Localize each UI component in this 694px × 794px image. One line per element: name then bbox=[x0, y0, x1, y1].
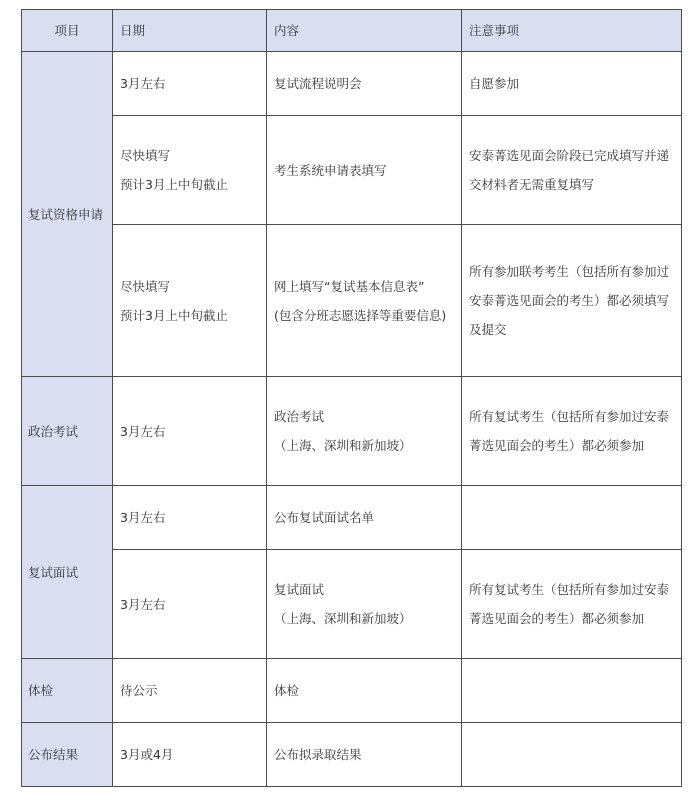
notes-cell bbox=[462, 52, 682, 116]
group-cell-zhengzhi: 政治考试 bbox=[22, 377, 113, 486]
content-cell bbox=[267, 723, 462, 787]
group-cell-tijian: 体检 bbox=[22, 659, 113, 723]
notes-cell bbox=[462, 659, 682, 723]
table-row bbox=[22, 486, 682, 550]
date-cell bbox=[113, 550, 267, 659]
date-cell bbox=[113, 486, 267, 550]
table-row bbox=[22, 659, 682, 723]
notes-text: 所有复试考生（包括所有参加过安泰菁选见面会的考生）都必须参加 bbox=[469, 409, 670, 453]
content-line: 复试流程说明会 bbox=[274, 76, 362, 91]
notes-cell bbox=[462, 486, 682, 550]
notes-cell bbox=[462, 550, 682, 659]
content-line: 政治考试 bbox=[274, 409, 325, 424]
date-line: 3月左右 bbox=[120, 596, 166, 612]
date-cell bbox=[113, 659, 267, 723]
content-line: 考生系统申请表填写 bbox=[274, 162, 387, 178]
header-date: 日期 bbox=[113, 10, 267, 52]
content-cell bbox=[267, 550, 462, 659]
date-line: 3月左右 bbox=[120, 510, 166, 525]
content-cell bbox=[267, 377, 462, 486]
table-row bbox=[22, 723, 682, 787]
header-row bbox=[22, 10, 682, 52]
table-row bbox=[22, 377, 682, 486]
notes-text: 所有参加联考考生（包括所有参加过安泰菁选见面会的考生）都必须填写及提交 bbox=[469, 264, 670, 337]
date-line: 尽快填写 bbox=[120, 278, 171, 294]
date-cell bbox=[113, 52, 267, 116]
table-row bbox=[22, 116, 682, 225]
date-cell bbox=[113, 723, 267, 787]
date-cell bbox=[113, 377, 267, 486]
notes-text: 自愿参加 bbox=[469, 76, 520, 91]
content-line: 公布复试面试名单 bbox=[274, 510, 375, 525]
content-line: 公布拟录取结果 bbox=[274, 747, 362, 762]
content-line: 网上填写“复试基本信息表” bbox=[274, 278, 425, 294]
content-cell bbox=[267, 52, 462, 116]
date-line: 3月左右 bbox=[120, 423, 166, 439]
content-cell bbox=[267, 486, 462, 550]
group-cell-gongbu: 公布结果 bbox=[22, 723, 113, 787]
header-notes: 注意事项 bbox=[462, 10, 682, 52]
header-content: 内容 bbox=[267, 10, 462, 52]
group-cell-fushi-mianshi: 复试面试 bbox=[22, 486, 113, 659]
content-line: （上海、深圳和新加坡） bbox=[274, 611, 412, 626]
date-line: 预计3月上中旬截止 bbox=[120, 177, 228, 192]
content-line: (包含分班志愿选择等重要信息) bbox=[274, 307, 447, 323]
date-line: 预计3月上中旬截止 bbox=[120, 307, 228, 323]
notes-text: 所有复试考生（包括所有参加过安泰菁选见面会的考生）都必须参加 bbox=[469, 582, 670, 626]
group-cell-fushi-zige: 复试资格申请 bbox=[22, 52, 113, 377]
notes-cell bbox=[462, 723, 682, 787]
schedule-table-wrapper bbox=[21, 9, 682, 787]
date-cell bbox=[113, 116, 267, 225]
schedule-table bbox=[21, 9, 682, 787]
header-item: 项目 bbox=[22, 10, 113, 52]
date-line: 3月或4月 bbox=[120, 747, 174, 762]
content-line: 复试面试 bbox=[274, 582, 325, 597]
notes-cell bbox=[462, 225, 682, 377]
notes-cell bbox=[462, 377, 682, 486]
notes-cell bbox=[462, 116, 682, 225]
date-line: 待公示 bbox=[120, 683, 158, 698]
date-line: 尽快填写 bbox=[120, 148, 171, 163]
content-line: （上海、深圳和新加坡） bbox=[274, 438, 412, 453]
content-cell bbox=[267, 225, 462, 377]
content-cell bbox=[267, 116, 462, 225]
table-row bbox=[22, 550, 682, 659]
table-row bbox=[22, 52, 682, 116]
content-cell bbox=[267, 659, 462, 723]
date-line: 3月左右 bbox=[120, 76, 166, 91]
date-cell bbox=[113, 225, 267, 377]
notes-text: 安泰菁选见面会阶段已完成填写并递交材料者无需重复填写 bbox=[469, 148, 670, 192]
table-row bbox=[22, 225, 682, 377]
content-line: 体检 bbox=[274, 683, 300, 698]
